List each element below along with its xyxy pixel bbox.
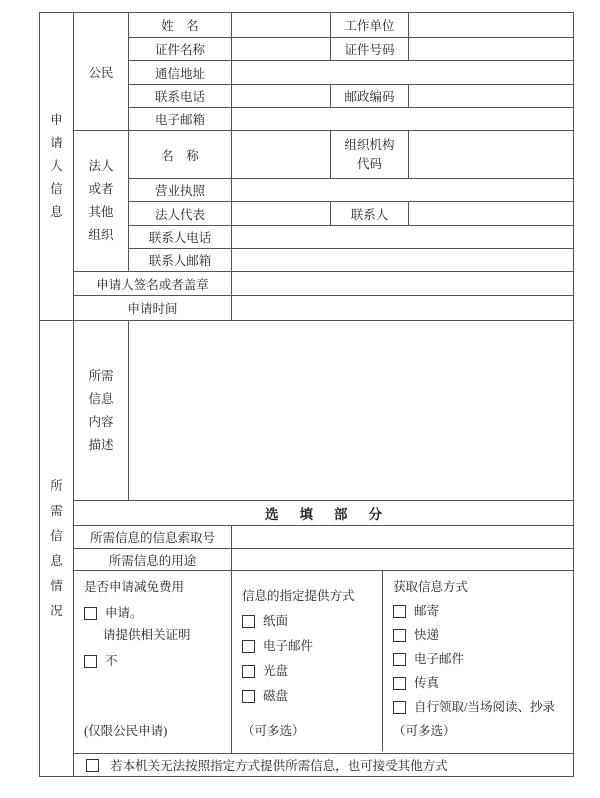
fee-no-label: 不: [105, 654, 118, 668]
fee-no-checkbox[interactable]: [84, 655, 97, 668]
contact-person-value-cell[interactable]: [409, 202, 574, 226]
provide-disk-label: 磁盘: [263, 689, 289, 703]
required-info-section-side-label: [40, 321, 74, 777]
obtain-fax-checkbox[interactable]: [393, 677, 406, 690]
provide-option-paper[interactable]: [242, 613, 372, 629]
purpose-label: 所需信息的用途: [74, 549, 232, 571]
obtain-method-title: 获取信息方式: [393, 580, 469, 594]
fee-waiver-option-no[interactable]: [84, 653, 221, 669]
org-code-value-cell[interactable]: [409, 131, 574, 179]
citizen-group-label: [74, 13, 129, 131]
provide-method-box: [232, 571, 383, 751]
contact-email-value-cell[interactable]: [232, 249, 574, 272]
citizen-group-text: 公民: [88, 65, 114, 80]
legal-rep-value-cell[interactable]: [232, 202, 331, 226]
email-value-cell[interactable]: [232, 108, 574, 131]
email-label: 电子邮箱: [129, 108, 232, 131]
provide-cd-label: 光盘: [263, 664, 289, 678]
org-code-text: 组织机构代码: [344, 137, 395, 171]
provide-cd-checkbox[interactable]: [242, 665, 255, 678]
id-number-label: 证件号码: [331, 38, 409, 61]
work-unit-label: 工作单位: [331, 13, 409, 38]
obtain-method-note: （可多选）: [393, 724, 456, 738]
contact-phone-value-cell[interactable]: [232, 226, 574, 249]
purpose-value-cell[interactable]: [232, 549, 574, 571]
phone-label: 联系电话: [129, 85, 232, 108]
business-license-label: 营业执照: [129, 179, 232, 202]
application-form-table: [39, 12, 574, 777]
obtain-option-email[interactable]: [393, 651, 563, 667]
method-boxes-cell: [232, 571, 574, 754]
provide-disk-checkbox[interactable]: [242, 690, 255, 703]
provide-paper-label: 纸面: [263, 614, 289, 628]
fee-waiver-option-apply[interactable]: [84, 605, 221, 621]
content-desc-text: 所需信息内容描述: [88, 368, 114, 452]
fee-waiver-box: [74, 571, 232, 754]
postal-code-value-cell[interactable]: [409, 85, 574, 108]
content-desc-label: [74, 321, 129, 501]
fallback-checkbox[interactable]: [86, 759, 99, 772]
obtain-option-mail[interactable]: [393, 603, 563, 619]
apply-time-label: 申请时间: [74, 296, 232, 321]
applicant-section-side-text: 申请人信息: [50, 113, 63, 219]
address-label: 通信地址: [129, 61, 232, 85]
obtain-express-checkbox[interactable]: [393, 629, 406, 642]
provide-option-cd[interactable]: [242, 663, 372, 679]
contact-phone-label: 联系人电话: [129, 226, 232, 249]
id-type-value-cell[interactable]: [232, 38, 331, 61]
work-unit-value-cell[interactable]: [409, 13, 574, 38]
required-info-side-text: 所需信息情况: [50, 478, 63, 618]
optional-section-title: 选填部分: [265, 507, 403, 522]
obtain-email-checkbox[interactable]: [393, 653, 406, 666]
index-no-label: 所需信息的信息索取号: [74, 526, 232, 549]
name-value-cell[interactable]: [232, 13, 331, 38]
obtain-method-box: [383, 571, 573, 751]
postal-code-label: 邮政编码: [331, 85, 409, 108]
signature-value-cell[interactable]: [232, 272, 574, 296]
fallback-label: 若本机关无法按照指定方式提供所需信息，也可接受其他方式: [110, 759, 448, 773]
optional-section-title-cell: [74, 501, 574, 526]
obtain-mail-label: 邮寄: [414, 604, 440, 618]
fee-apply-sub-label: 请提供相关证明: [103, 628, 191, 642]
id-type-label: 证件名称: [129, 38, 232, 61]
org-name-label: 名 称: [129, 131, 232, 179]
fee-apply-checkbox[interactable]: [84, 607, 97, 620]
apply-time-value-cell[interactable]: [232, 296, 574, 321]
obtain-option-fax[interactable]: [393, 675, 563, 691]
fallback-option-row[interactable]: [74, 754, 574, 777]
provide-method-title: 信息的指定提供方式: [242, 589, 355, 603]
obtain-mail-checkbox[interactable]: [393, 605, 406, 618]
obtain-fax-label: 传真: [414, 676, 440, 690]
contact-person-label: 联系人: [331, 202, 409, 226]
obtain-self-checkbox[interactable]: [393, 701, 406, 714]
legal-rep-label: 法人代表: [129, 202, 232, 226]
content-desc-value-cell[interactable]: [129, 321, 574, 501]
org-name-value-cell[interactable]: [232, 131, 331, 179]
provide-email-checkbox[interactable]: [242, 640, 255, 653]
obtain-express-label: 快递: [414, 628, 440, 642]
obtain-self-label: 自行领取/当场阅读、抄录: [414, 700, 555, 714]
provide-option-disk[interactable]: [242, 688, 372, 704]
provide-paper-checkbox[interactable]: [242, 615, 255, 628]
business-license-value-cell[interactable]: [232, 179, 574, 202]
contact-email-label: 联系人邮箱: [129, 249, 232, 272]
name-label: 姓 名: [129, 13, 232, 38]
org-code-label: [331, 131, 409, 179]
fee-waiver-note: (仅限公民申请): [84, 724, 168, 738]
obtain-option-self[interactable]: [393, 699, 563, 715]
applicant-section-side-label: [40, 13, 74, 321]
org-group-text: 法人或者其他组织: [88, 159, 114, 242]
provide-email-label: 电子邮件: [263, 639, 314, 653]
id-number-value-cell[interactable]: [409, 38, 574, 61]
fee-waiver-title: 是否申请减免费用: [84, 580, 185, 594]
index-no-value-cell[interactable]: [232, 526, 574, 549]
phone-value-cell[interactable]: [232, 85, 331, 108]
obtain-email-label: 电子邮件: [414, 652, 465, 666]
obtain-option-express[interactable]: [393, 627, 563, 643]
org-group-label: [74, 131, 129, 272]
provide-option-email[interactable]: [242, 638, 372, 654]
provide-method-note: （可多选）: [242, 724, 305, 738]
fee-apply-label: 申请。: [105, 606, 143, 620]
signature-label: 申请人签名或者盖章: [74, 272, 232, 296]
address-value-cell[interactable]: [232, 61, 574, 85]
